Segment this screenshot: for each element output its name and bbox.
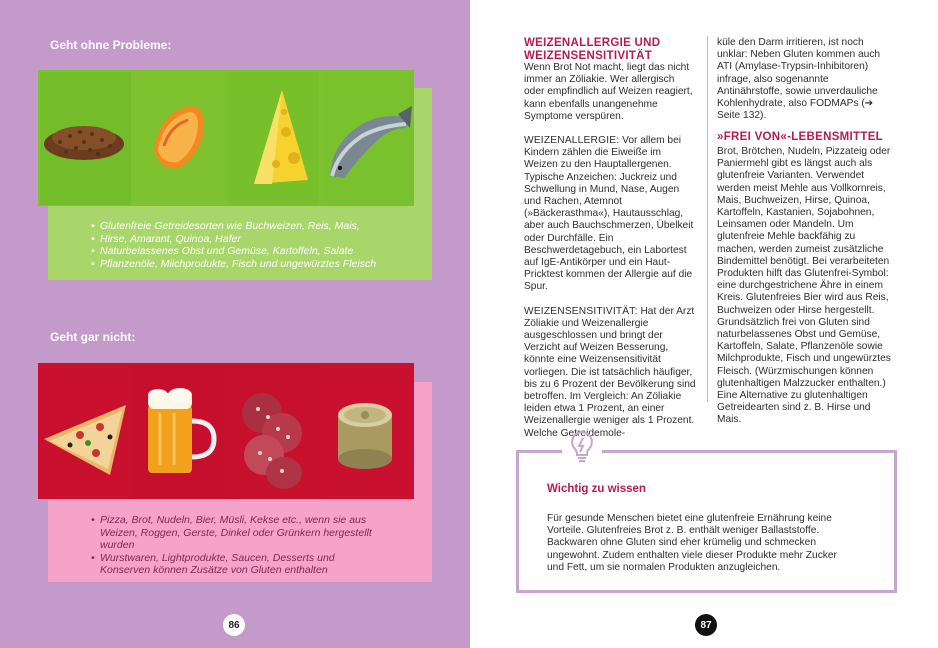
heading-wheat-allergy: [524, 37, 696, 62]
beer-image: [134, 365, 225, 498]
sensitivity-label: WEIZENSENSITIVITÄT:: [524, 305, 638, 317]
column-divider: [707, 36, 708, 402]
text-column-1: [524, 37, 696, 452]
peach-icon: [134, 72, 225, 205]
cheese-image: [228, 72, 319, 205]
allergy-label: WEIZENALLERGIE:: [524, 135, 620, 147]
list-item: • Wurstwaren, Lightprodukte, Saucen, Desserts und Konserven können Zusätze von Gluten enthalten: [91, 552, 381, 577]
col2-paragraph-2: Brot, Brötchen, Nudeln, Pizzateig oder Paniermehl gibt es längst auch als glutenfreie Varianten. Verwendet werden meist Mehle aus Vollkornreis, Mais, Buchweizen, Hirse, Quinoa, Kartoffeln, Kastanien, Sojabohnen, Leinsamen oder Mandeln. Um glutenfreie Mehle backfähig zu machen, werden zumeist zusätzliche Bindemittel benötigt. Bei verarbeiteten Produkten hilft das Glutenfrei-Symbol: eine durchgestrichene Ähre in einem Kreis. Glutenfreies Bier wird aus Reis, Buchweizen oder Hirse hergestellt.: [717, 145, 891, 316]
salami-image: [228, 365, 319, 498]
allergy-text: Vor allem bei Kindern zählen die Eiweiße im Weizen zu den Hauptallergenen. Typische Anzeichen: Juckreiz und Schwellung in Mund, Nase, Augen und Rachen, Atemnot (»Bäckerasthma«), Hautausschlag, aber auch Bauchschmerzen, Übelkeit oder Durchfälle. Ein Beschwerdetagebuch, ein Labortest auf IgE-Antikörper und ein Haut-Pricktest kommen der Allergie auf die Spur.: [524, 135, 694, 293]
text-column-2: [717, 37, 891, 439]
page-number-right: 87: [695, 614, 717, 636]
sensitivity-paragraph: [524, 306, 696, 440]
buckwheat-image: [40, 72, 131, 205]
ok-section-title: Geht ohne Probleme:: [50, 38, 172, 52]
no-section-title: Geht gar nicht:: [50, 330, 136, 344]
list-item: • Pizza, Brot, Nudeln, Bier, Müsli, Kekse etc., wenn sie aus Weizen, Roggen, Gerste, Dinkel oder Grünkern hergestellt wurden: [91, 514, 381, 552]
can-icon: [322, 365, 413, 498]
sensitivity-text: Hat der Arzt Zöliakie und Weizenallergie ausgeschlossen und bringt der Verzicht auf Weizen Besserung, könnte eine Weizensensitivität vorliegen. Die ist tatsächlich häufiger, bis zu 6 Prozent der Bevölkerung sind betroffen. Im Vergleich: An Zöliakie leiden etwa 1 Prozent, an einer Weizenallergie weniger als 1 Prozent. Welche Getreidemole-: [524, 305, 696, 439]
list-item: • Pflanzenöle, Milchprodukte, Fisch und ungewürztes Fleisch: [91, 258, 421, 271]
heading-line: WEIZENSENSITIVITÄT: [524, 49, 653, 62]
page-number-left: 86: [223, 614, 245, 636]
fish-icon: [322, 72, 413, 205]
can-image: [322, 365, 413, 498]
info-text: Für gesunde Menschen bietet eine glutenfreie Ernährung keine Vorteile. Glutenfreies Brot z. B. enthält weniger Ballaststoffe. Backwaren ohne Gluten sind eher krümelig und schmecken ungewohnt. Zudem enthalten viele dieser Produkte mehr Zucker und Fett, um sie normalen Produkten anzugleichen.: [547, 513, 837, 573]
ok-image-row: [40, 72, 413, 205]
buckwheat-icon: [40, 72, 131, 205]
salami-icon: [228, 365, 319, 498]
list-item-continuation: Hirse, Amarant, Quinoa, Hafer: [100, 232, 241, 245]
col2-paragraph-3: Grundsätzlich frei von Gluten sind naturbelassenes Obst und Gemüse, Kartoffeln, Salate, Pflanzenöle sowie Milchprodukte, Fisch und ungewürztes Fleisch. (Würzmischungen können glutenhaltigen Malzzucker enthalten.) Eine Alternative zu glutenhaltigen Getreidearten sind z. B. Hirse und Mais.: [717, 316, 891, 426]
lightbulb-icon: [567, 428, 597, 464]
list-item: • Naturbelassenes Obst und Gemüse, Kartoffeln, Salate: [91, 245, 421, 258]
heading-free-from: »FREI VON«-LEBENSMITTEL: [717, 131, 883, 144]
pizza-image: [40, 365, 131, 498]
fish-image: [322, 72, 413, 205]
heading-line: WEIZENALLERGIE UND: [524, 37, 661, 49]
beer-icon: [134, 365, 225, 498]
ok-bullet-list: [91, 220, 421, 270]
list-item: [91, 233, 421, 246]
list-item: • Glutenfreie Getreidesorten wie Buchweizen, Reis, Mais,: [91, 220, 421, 233]
col2-paragraph-1: küle den Darm irritieren, ist noch unklar: Neben Gluten kommen auch ATI (Amylase-Trypsin-Inhibitoren) infrage, also sogenannte Antinährstoffe, sowie unverdauliche Kohlenhydrate, also FODMAPs (➔ Seite 132).: [717, 37, 881, 122]
allergy-paragraph: [524, 135, 696, 294]
cheese-icon: [228, 72, 319, 205]
no-bullet-list: [91, 514, 381, 577]
pizza-icon: [40, 365, 131, 498]
no-image-row: [40, 365, 413, 498]
intro-paragraph: Wenn Brot Not macht, liegt das nicht immer an Zöliakie. Wer allergisch oder empfindlich auf Weizen reagiert, kann ebenfalls unangenehme Symptome verspüren.: [524, 62, 693, 122]
peach-image: [134, 72, 225, 205]
info-title: Wichtig zu wissen: [547, 483, 646, 495]
